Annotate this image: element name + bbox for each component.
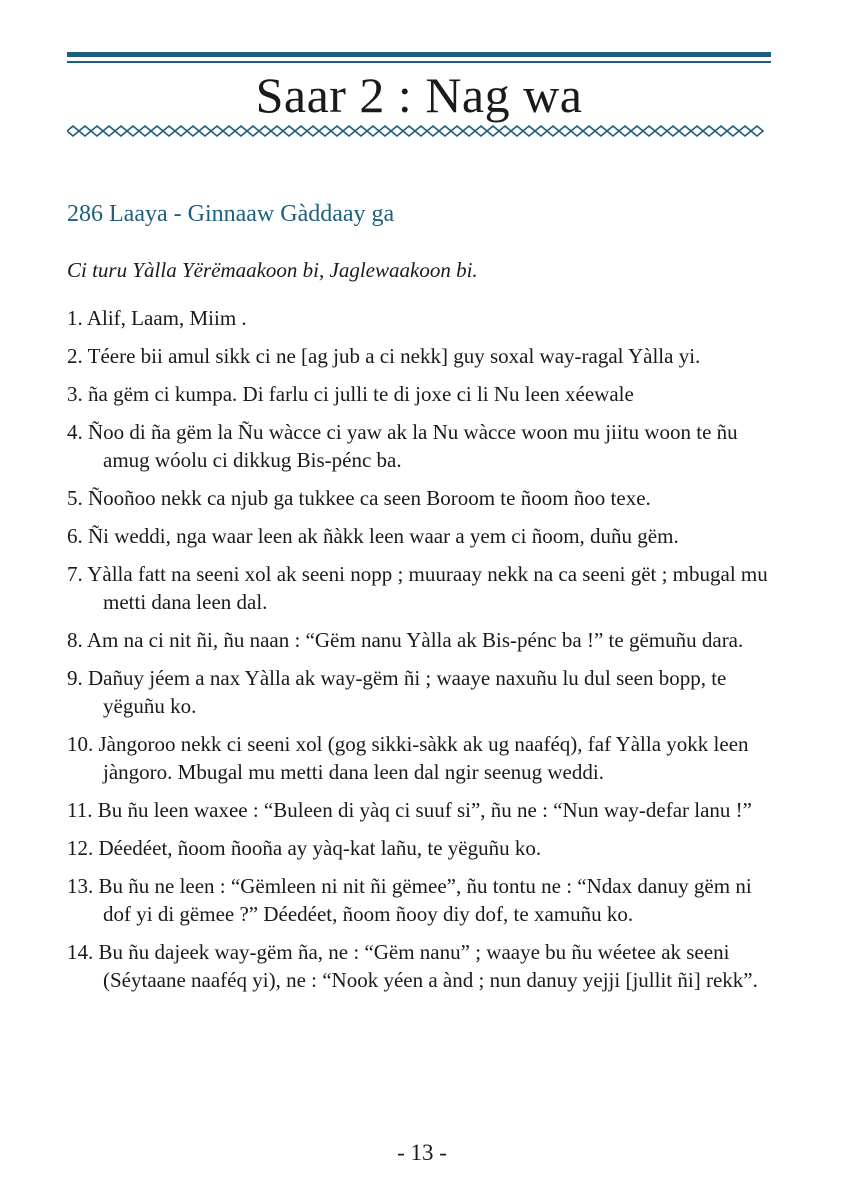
- diamond-ornament-icon: [235, 126, 247, 136]
- diamond-ornament-icon: [415, 126, 427, 136]
- diamond-ornament-icon: [319, 126, 331, 136]
- diamond-ornament-icon: [655, 126, 667, 136]
- diamond-ornament-icon: [667, 126, 679, 136]
- diamond-ornament-icon: [271, 126, 283, 136]
- diamond-ornament-icon: [439, 126, 451, 136]
- diamond-ornament-icon: [307, 126, 319, 136]
- diamond-ornament-icon: [619, 126, 631, 136]
- verse-4: 4. Ñoo di ña gëm la Ñu wàcce ci yaw ak la Nu wàcce woon mu jiitu woon te ñu amug wóolu ci dikkug Bis-pénc ba.: [67, 420, 738, 472]
- verse-8: 8. Am na ci nit ñi, ñu naan : “Gëm nanu Yàlla ak Bis-pénc ba !” te gëmuñu dara.: [67, 628, 744, 652]
- diamond-ornament-icon: [259, 126, 271, 136]
- verse-list: [67, 304, 775, 1004]
- verse-5: 5. Ñooñoo nekk ca njub ga tukkee ca seen Boroom te ñoom ñoo texe.: [67, 486, 651, 510]
- header-rule-thick: [67, 52, 771, 57]
- diamond-ornament-icon: [127, 126, 139, 136]
- verse-12: 12. Déedéet, ñoom ñooña ay yàq-kat lañu, te yëguñu ko.: [67, 836, 542, 860]
- diamond-ornament-icon: [379, 126, 391, 136]
- diamond-ornament-icon: [631, 126, 643, 136]
- surah-heading: 286 Laaya - Ginnaaw Gàddaay ga: [67, 201, 395, 227]
- verse-14: 14. Bu ñu dajeek way-gëm ña, ne : “Gëm nanu” ; waaye bu ñu wéetee ak seeni (Séytaane naaféq yi), ne : “Nook yéen a ànd ; nun danuy yejji [jullit ñi] rekk”.: [67, 940, 758, 992]
- diamond-ornament-icon: [115, 126, 127, 136]
- diamond-ornament-icon: [727, 126, 739, 136]
- diamond-ornament-icon: [451, 126, 463, 136]
- diamond-ornament-icon: [211, 126, 223, 136]
- diamond-ornament-icon: [607, 126, 619, 136]
- diamond-ornament-icon: [535, 126, 547, 136]
- diamond-ornament-icon: [475, 126, 487, 136]
- diamond-ornament-icon: [139, 126, 151, 136]
- diamond-ornament-icon: [583, 126, 595, 136]
- diamond-ornament-icon: [103, 126, 115, 136]
- diamond-ornament-icon: [499, 126, 511, 136]
- diamond-ornament-icon: [751, 126, 763, 136]
- verse-10: 10. Jàngoroo nekk ci seeni xol (gog sikki-sàkk ak ug naaféq), faf Yàlla yokk leen jàngoro. Mbugal mu metti dana leen dal ngir seenug weddi.: [67, 732, 749, 784]
- diamond-ornament-icon: [595, 126, 607, 136]
- diamond-ornament-icon: [343, 126, 355, 136]
- diamond-ornament-icon: [463, 126, 475, 136]
- diamond-ornament-icon: [91, 126, 103, 136]
- diamond-ornament-icon: [151, 126, 163, 136]
- diamond-ornament-icon: [391, 126, 403, 136]
- diamond-ornament-icon: [355, 126, 367, 136]
- verse-1: 1. Alif, Laam, Miim .: [67, 306, 247, 330]
- diamond-ornament-icon: [739, 126, 751, 136]
- basmala-intro: Ci turu Yàlla Yërëmaakoon bi, Jaglewaakoon bi.: [67, 258, 478, 282]
- verse-7: 7. Yàlla fatt na seeni xol ak seeni nopp ; muuraay nekk na ca seeni gët ; mbugal mu metti dana leen dal.: [67, 562, 768, 614]
- diamond-ornament-icon: [679, 126, 691, 136]
- diamond-ornament-icon: [187, 126, 199, 136]
- diamond-ornament-icon: [163, 126, 175, 136]
- diamond-ornament-icon: [247, 126, 259, 136]
- diamond-ornament-icon: [487, 126, 499, 136]
- verse-6: 6. Ñi weddi, nga waar leen ak ñàkk leen waar a yem ci ñoom, duñu gëm.: [67, 524, 679, 548]
- diamond-ornament-icon: [295, 126, 307, 136]
- diamond-ornament-icon: [427, 126, 439, 136]
- diamond-ornament-icon: [691, 126, 703, 136]
- verse-2: 2. Téere bii amul sikk ci ne [ag jub a ci nekk] guy soxal way-ragal Yàlla yi.: [67, 344, 701, 368]
- diamond-ornament-icon: [523, 126, 535, 136]
- diamond-ornament-icon: [547, 126, 559, 136]
- diamond-ornament-icon: [283, 126, 295, 136]
- diamond-ornament-icon: [79, 126, 91, 136]
- diamond-ornament-icon: [223, 126, 235, 136]
- verse-3: 3. ña gëm ci kumpa. Di farlu ci julli te di joxe ci li Nu leen xéewale: [67, 382, 634, 406]
- chapter-title: Saar 2 : Nag wa: [255, 67, 583, 123]
- diamond-ornament-icon: [199, 126, 211, 136]
- page-number: - 13 -: [397, 1140, 447, 1165]
- verse-11: 11. Bu ñu leen waxee : “Buleen di yàq ci suuf si”, ñu ne : “Nun way-defar lanu !”: [67, 798, 752, 822]
- diamond-ornament-icon: [403, 126, 415, 136]
- diamond-ornament-icon: [175, 126, 187, 136]
- diamond-ornament-icon: [67, 126, 79, 136]
- diamond-ornament-icon: [643, 126, 655, 136]
- verse-9: 9. Dañuy jéem a nax Yàlla ak way-gëm ñi ; waaye naxuñu lu dul seen bopp, te yëguñu ko.: [67, 666, 727, 718]
- diamond-ornament-icon: [331, 126, 343, 136]
- diamond-ornament-icon: [367, 126, 379, 136]
- diamond-ornament-icon: [511, 126, 523, 136]
- verse-13: 13. Bu ñu ne leen : “Gëmleen ni nit ñi gëmee”, ñu tontu ne : “Ndax danuy gëm ni dof yi di gëmee ?” Déedéet, ñoom ñooy diy dof, te xamuñu ko.: [67, 874, 752, 926]
- diamond-border-ornament: [67, 124, 771, 138]
- diamond-ornament-icon: [571, 126, 583, 136]
- diamond-ornament-icon: [559, 126, 571, 136]
- diamond-ornament-icon: [715, 126, 727, 136]
- diamond-ornament-icon: [703, 126, 715, 136]
